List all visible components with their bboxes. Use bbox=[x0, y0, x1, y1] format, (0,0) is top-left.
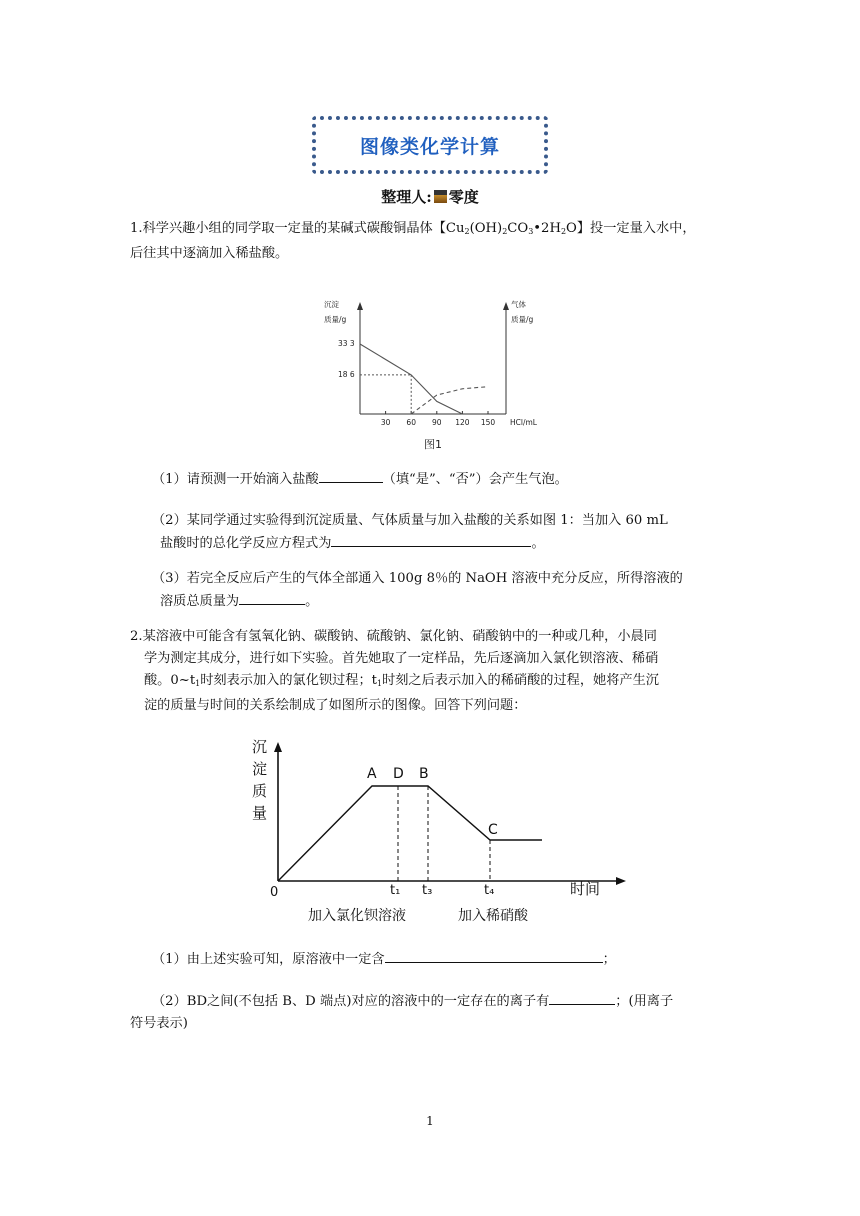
fig2-ylabel-4: 量 bbox=[252, 804, 268, 822]
q1-blank-1[interactable] bbox=[319, 468, 383, 483]
q2-part2: （2）BD之间(不包括 B、D 端点)对应的溶液中的一定存在的离子有 ；(用离子 符号表示) bbox=[152, 990, 752, 1035]
fig2-ylabel-3: 质 bbox=[252, 782, 268, 800]
q1-intro-line2: 后往其中逐滴加入稀盐酸。 bbox=[130, 246, 289, 261]
fig1-xtick-90: 90 bbox=[432, 418, 442, 427]
q1-part1: （1）请预测一开始滴入盐酸 （填“是”、“否”）会产生气泡。 bbox=[152, 468, 752, 491]
q1-intro-line1: 1.科学兴趣小组的同学取一定量的某碱式碳酸铜晶体【$Cu_2(OH)_2CO_3•2H_2O$】投一定量入水中， bbox=[130, 221, 696, 236]
author-line bbox=[0, 186, 860, 207]
author-name: 零度 bbox=[448, 188, 479, 206]
figure2-chart bbox=[240, 736, 640, 926]
title-box bbox=[312, 116, 548, 174]
fig2-segment-2: 加入稀硝酸 bbox=[458, 908, 528, 924]
fig2-y-arrow bbox=[274, 742, 282, 752]
page-number: 1 bbox=[426, 1114, 434, 1128]
fig2-ylabel-2: 淀 bbox=[252, 760, 268, 778]
fig2-x-arrow bbox=[616, 877, 626, 885]
fig1-ylabel-left-1: 沉淀 bbox=[324, 300, 339, 309]
fig2-ylabel-1: 沉 bbox=[252, 738, 268, 756]
avatar-icon bbox=[434, 190, 447, 203]
fig1-xlabel: HCl/mL bbox=[510, 418, 537, 427]
fig1-series-dashed bbox=[411, 387, 488, 414]
q2-intro: 2.某溶液中可能含有氢氧化钠、碳酸钠、硫酸钠、氯化钠、硝酸钠中的一种或几种，小晨同 学为测定其成分，进行如下实验。首先她取了一定样品，先后逐滴加入氯化钡溶液、稀硝 酸。$0\sim t_1$时刻表示加入的氯化钡过程；$t_1$时刻之后表示加入的稀硝酸的过程，她将产生沉 淀的质量与时间的关系绘制成了如图所示的图像。回答下列问题： bbox=[130, 629, 659, 713]
fig1-ylabel-left-2: 质量/g bbox=[324, 315, 347, 324]
fig2-tick-t3: t₃ bbox=[422, 883, 433, 898]
author-label: 整理人: bbox=[381, 188, 432, 206]
figure1-chart bbox=[318, 296, 558, 456]
q2-blank-2[interactable] bbox=[549, 990, 615, 1005]
fig1-ytick-33: 33 3 bbox=[338, 339, 355, 348]
fig1-left-arrow bbox=[357, 302, 363, 310]
fig2-xlabel: 时间 bbox=[570, 880, 601, 898]
fig1-xtick-30: 30 bbox=[380, 418, 391, 427]
q1-part2: （2）某同学通过实验得到沉淀质量、气体质量与加入盐酸的关系如图 1：当加入 60 mL 盐酸时的总化学反应方程式为 。 bbox=[152, 513, 668, 551]
fig2-tick-t4: t₄ bbox=[484, 883, 495, 898]
fig2-origin: 0 bbox=[270, 885, 279, 900]
q2-part1: （1）由上述实验可知，原溶液中一定含 ； bbox=[152, 948, 752, 971]
fig2-point-B: B bbox=[419, 766, 429, 782]
q2-blank-1[interactable] bbox=[385, 948, 603, 963]
q1-intro bbox=[130, 218, 740, 265]
page-title: 图像类化学计算 bbox=[359, 135, 500, 158]
fig2-series-line bbox=[278, 786, 542, 881]
fig1-xtick-150: 150 bbox=[480, 418, 496, 427]
q1-part3: （3）若完全反应后产生的气体全部通入 100g 8％的 NaOH 溶液中充分反应，所得溶液的 溶质总质量为 。 bbox=[152, 571, 683, 609]
fig2-point-D: D bbox=[393, 766, 404, 782]
fig1-xtick-60: 60 bbox=[406, 418, 416, 427]
fig1-right-arrow bbox=[503, 302, 509, 310]
q1-blank-3[interactable] bbox=[239, 590, 305, 605]
fig1-ylabel-right-2: 质量/g bbox=[511, 315, 534, 324]
fig1-caption: 图1 bbox=[424, 438, 442, 451]
fig2-point-C: C bbox=[488, 822, 498, 838]
q1-blank-2[interactable] bbox=[331, 532, 531, 547]
fig1-ytick-18: 18 6 bbox=[338, 370, 355, 379]
fig2-point-A: A bbox=[367, 766, 377, 782]
fig2-tick-t1: t₁ bbox=[390, 883, 401, 898]
fig2-segment-1: 加入氯化钡溶液 bbox=[308, 908, 406, 924]
fig1-xtick-120: 120 bbox=[455, 418, 470, 427]
fig1-ylabel-right-1: 气体 bbox=[511, 300, 526, 309]
